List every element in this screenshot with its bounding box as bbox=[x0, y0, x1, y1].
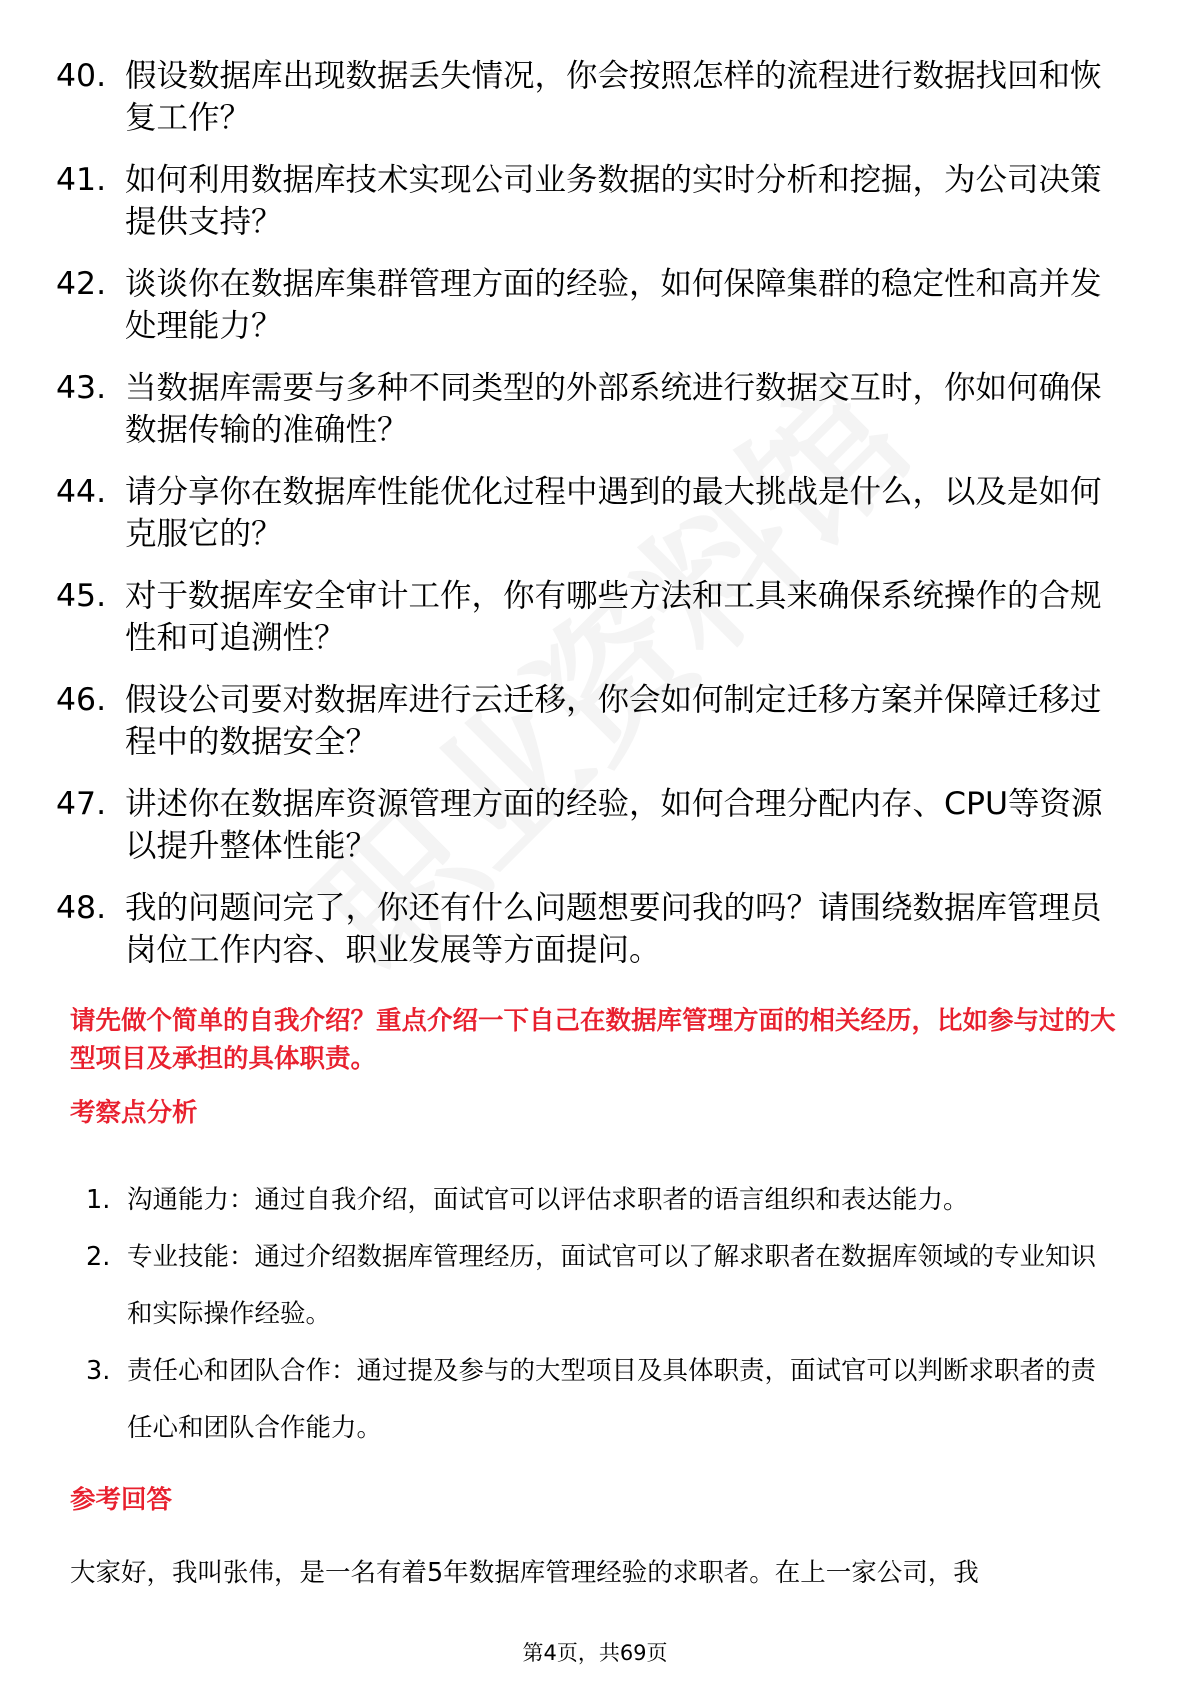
list-item bbox=[0, 1172, 1190, 1229]
list-item bbox=[0, 159, 1190, 243]
item-number: 41. bbox=[56, 162, 107, 198]
list-item bbox=[0, 1229, 1190, 1343]
item-number: 40. bbox=[56, 58, 107, 94]
list-item bbox=[0, 783, 1190, 867]
list-item bbox=[0, 575, 1190, 659]
item-text: 谈谈你在数据库集群管理方面的经验，如何保障集群的稳定性和高并发处理能力？ bbox=[125, 266, 1102, 344]
reference-answer-text: 大家好，我叫张伟，是一名有着5年数据库管理经验的求职者。在上一家公司，我 bbox=[70, 1558, 979, 1588]
item-text: 沟通能力：通过自我介绍，面试官可以评估求职者的语言组织和表达能力。 bbox=[127, 1185, 969, 1215]
list-item bbox=[0, 367, 1190, 451]
item-number: 43. bbox=[56, 370, 107, 406]
reference-heading: 参考回答 bbox=[70, 1485, 173, 1515]
item-text: 请分享你在数据库性能优化过程中遇到的最大挑战是什么，以及是如何克服它的？ bbox=[125, 474, 1102, 552]
item-text: 我的问题问完了，你还有什么问题想要问我的吗？请围绕数据库管理员岗位工作内容、职业发展等方面提问。 bbox=[125, 890, 1102, 968]
list-item bbox=[0, 471, 1190, 555]
item-number: 2. bbox=[86, 1242, 111, 1272]
item-number: 46. bbox=[56, 682, 107, 718]
featured-question: 请先做个简单的自我介绍？重点介绍一下自己在数据库管理方面的相关经历，比如参与过的大型项目及承担的具体职责。 bbox=[70, 1006, 1116, 1074]
item-text: 如何利用数据库技术实现公司业务数据的实时分析和挖掘，为公司决策提供支持？ bbox=[125, 162, 1102, 240]
item-number: 3. bbox=[86, 1356, 111, 1386]
item-number: 47. bbox=[56, 786, 107, 822]
list-item bbox=[0, 1343, 1190, 1457]
item-number: 1. bbox=[86, 1185, 111, 1215]
item-number: 42. bbox=[56, 266, 107, 302]
item-text: 假设数据库出现数据丢失情况，你会按照怎样的流程进行数据找回和恢复工作？ bbox=[125, 58, 1102, 136]
analysis-heading: 考察点分析 bbox=[70, 1098, 198, 1128]
analysis-list bbox=[0, 1172, 1190, 1457]
item-text: 对于数据库安全审计工作，你有哪些方法和工具来确保系统操作的合规性和可追溯性？ bbox=[125, 578, 1102, 656]
list-item bbox=[0, 887, 1190, 971]
item-number: 45. bbox=[56, 578, 107, 614]
question-list bbox=[0, 55, 1190, 991]
item-number: 44. bbox=[56, 474, 107, 510]
list-item bbox=[0, 679, 1190, 763]
item-text: 讲述你在数据库资源管理方面的经验，如何合理分配内存、CPU等资源以提升整体性能？ bbox=[125, 786, 1103, 864]
page-number: 第4页，共69页 bbox=[522, 1641, 668, 1665]
list-item bbox=[0, 263, 1190, 347]
item-text: 责任心和团队合作：通过提及参与的大型项目及具体职责，面试官可以判断求职者的责任心和团队合作能力。 bbox=[127, 1356, 1097, 1443]
item-text: 专业技能：通过介绍数据库管理经历，面试官可以了解求职者在数据库领域的专业知识和实际操作经验。 bbox=[127, 1242, 1097, 1329]
item-text: 假设公司要对数据库进行云迁移，你会如何制定迁移方案并保障迁移过程中的数据安全？ bbox=[125, 682, 1102, 760]
item-number: 48. bbox=[56, 890, 107, 926]
list-item bbox=[0, 55, 1190, 139]
item-text: 当数据库需要与多种不同类型的外部系统进行数据交互时，你如何确保数据传输的准确性？ bbox=[125, 370, 1102, 448]
